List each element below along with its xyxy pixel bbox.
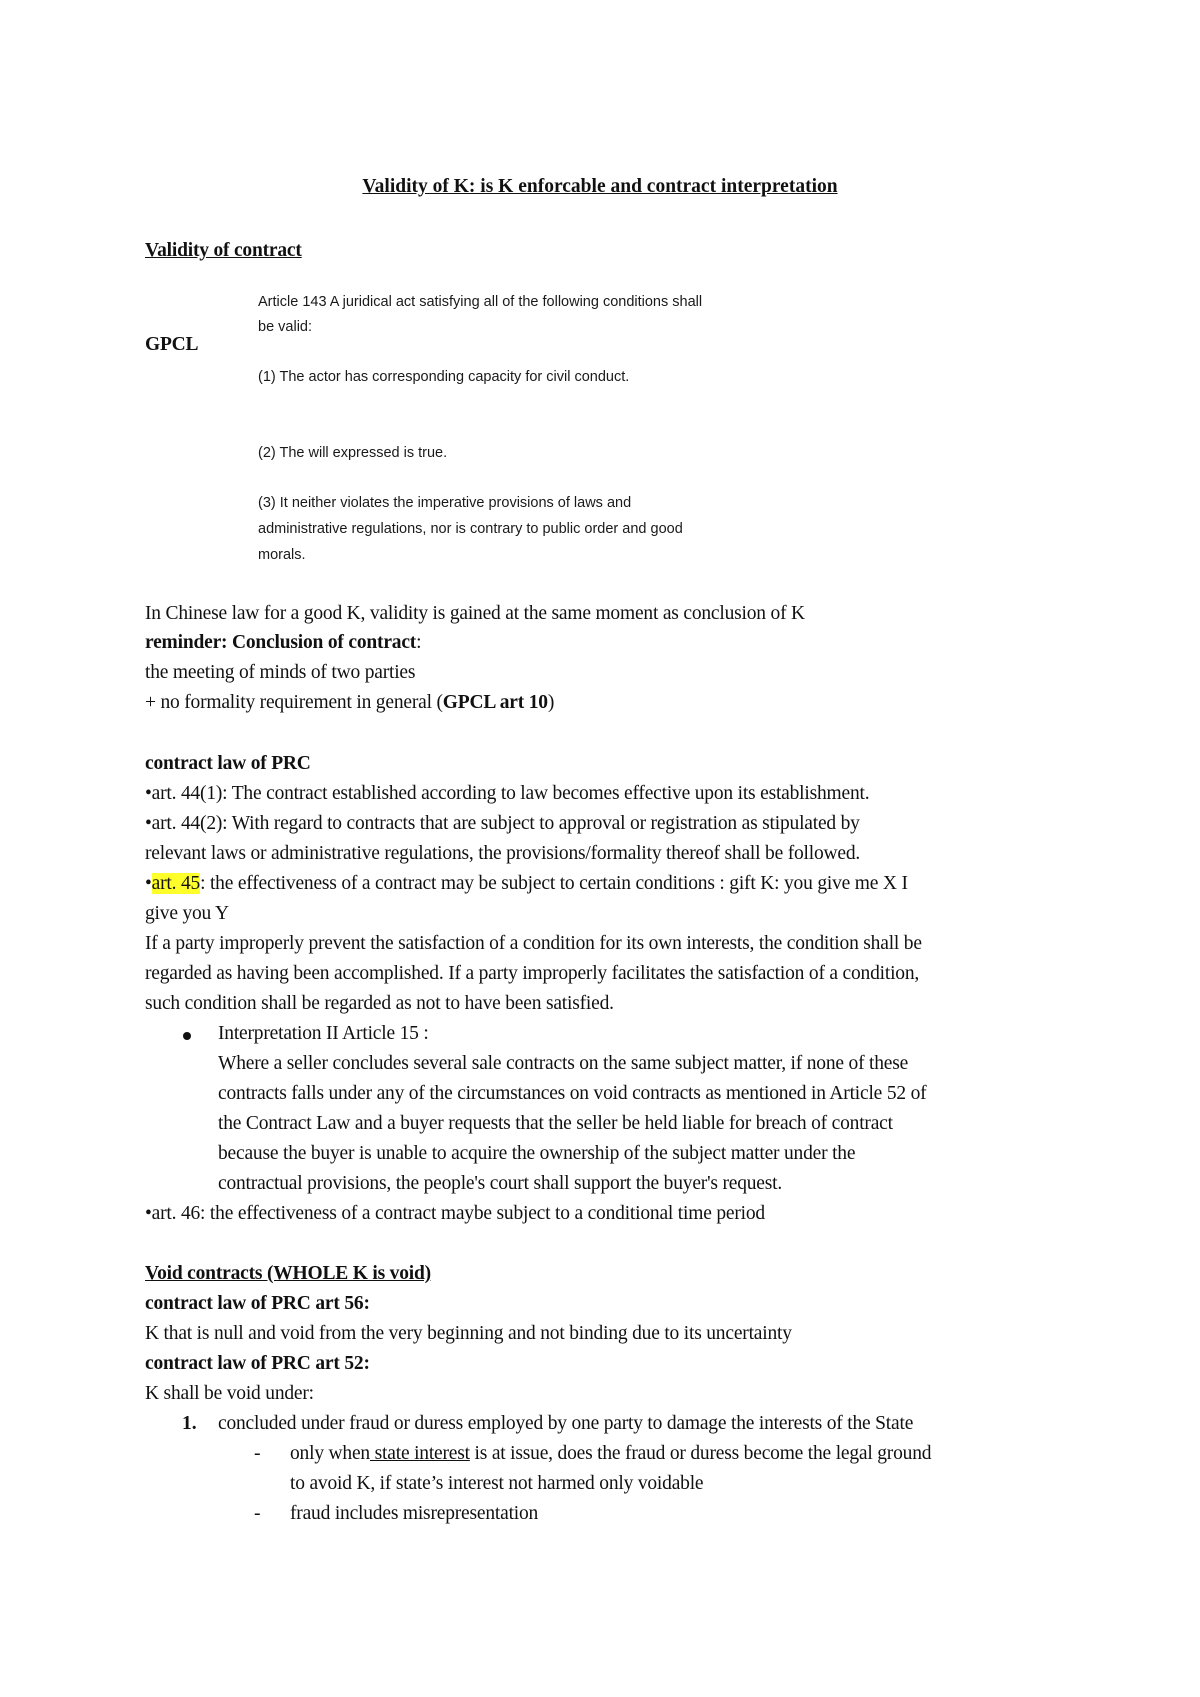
- art-46: •art. 46: the effectiveness of a contract maybe subject to a conditional time period: [145, 1203, 765, 1224]
- interpretation-heading: Interpretation II Article 15 :: [218, 1023, 429, 1044]
- excerpt-condition-1: (1) The actor has corresponding capacity for civil conduct.: [258, 369, 630, 385]
- reminder-formality-ref: GPCL art 10: [442, 692, 548, 713]
- reminder-formality: [145, 688, 554, 718]
- excerpt-condition-3-cont: morals.: [258, 547, 306, 563]
- art-45-bullet: •: [145, 873, 152, 894]
- list-item-fraud: concluded under fraud or duress employed by one party to damage the interests of the State: [218, 1413, 914, 1434]
- reminder-formality-text: + no formality requirement in general (: [145, 692, 443, 713]
- reminder-line: [145, 628, 421, 658]
- excerpt-line: Article 143 A juridical act satisfying all of the following conditions shall: [258, 294, 703, 310]
- interpretation-text: contractual provisions, the people's court shall support the buyer's request.: [218, 1173, 783, 1194]
- improper-paragraph-cont: such condition shall be regarded as not to have been satisfied.: [145, 993, 614, 1014]
- reminder-meeting-of-minds: the meeting of minds of two parties: [145, 662, 416, 683]
- art-45-cont: give you Y: [145, 903, 229, 924]
- void-contracts-heading: Void contracts (WHOLE K is void): [145, 1263, 431, 1284]
- prc-heading: contract law of PRC: [145, 753, 311, 774]
- dash-marker: -: [254, 1503, 261, 1524]
- art-52-heading: contract law of PRC art 52:: [145, 1353, 370, 1374]
- sub-item-text: is at issue, does the fraud or duress become the legal ground: [469, 1443, 932, 1464]
- interpretation-text: Where a seller concludes several sale contracts on the same subject matter, if none of these: [218, 1053, 909, 1074]
- art-45-highlight: art. 45: [151, 873, 201, 894]
- sub-item-state-interest: [290, 1439, 931, 1469]
- state-interest-underlined: state interest: [369, 1443, 470, 1464]
- excerpt-condition-2: (2) The will expressed is true.: [258, 445, 448, 461]
- list-number: 1.: [182, 1413, 197, 1434]
- document-title: Validity of K: is K enforcable and contract interpretation: [362, 176, 838, 197]
- sub-item-text: only when: [290, 1443, 370, 1464]
- excerpt-line: be valid:: [258, 319, 313, 335]
- bullet-icon: [183, 1032, 191, 1040]
- art-56-heading: contract law of PRC art 56:: [145, 1293, 370, 1314]
- sub-item-misrepresentation: fraud includes misrepresentation: [290, 1503, 539, 1524]
- art-44-1: •art. 44(1): The contract established according to law becomes effective upon its establishment.: [145, 783, 870, 804]
- reminder-formality-close: ): [547, 692, 555, 713]
- interpretation-text: the Contract Law and a buyer requests that the seller be held liable for breach of contract: [218, 1113, 893, 1134]
- improper-paragraph-cont: regarded as having been accomplished. If a party improperly facilitates the satisfaction of a condition,: [145, 963, 920, 984]
- reminder-colon: :: [416, 632, 422, 653]
- excerpt-condition-3: (3) It neither violates the imperative provisions of laws and: [258, 495, 632, 511]
- art-52-intro: K shall be void under:: [145, 1383, 314, 1404]
- validity-heading: Validity of contract: [145, 240, 302, 261]
- gpcl-label: GPCL: [145, 334, 199, 355]
- interpretation-text: because the buyer is unable to acquire the ownership of the subject matter under the: [218, 1143, 856, 1164]
- improper-paragraph: If a party improperly prevent the satisfaction of a condition for its own interests, the condition shall be: [145, 933, 922, 954]
- dash-marker: -: [254, 1443, 261, 1464]
- excerpt-condition-3-cont: administrative regulations, nor is contrary to public order and good: [258, 521, 683, 537]
- interpretation-text: contracts falls under any of the circumstances on void contracts as mentioned in Article 52 of: [218, 1083, 927, 1104]
- art-45-text: : the effectiveness of a contract may be subject to certain conditions : gift K: you give me X I: [200, 873, 908, 894]
- paragraph-chinese-law: In Chinese law for a good K, validity is gained at the same moment as conclusion of K: [145, 603, 805, 624]
- sub-item-state-interest-cont: to avoid K, if state’s interest not harmed only voidable: [290, 1473, 704, 1494]
- art-44-2-cont: relevant laws or administrative regulations, the provisions/formality thereof shall be followed.: [145, 843, 861, 864]
- reminder-label: reminder: Conclusion of contract: [145, 632, 417, 653]
- art-44-2: •art. 44(2): With regard to contracts that are subject to approval or registration as stipulated by: [145, 813, 860, 834]
- art-56-text: K that is null and void from the very beginning and not binding due to its uncertainty: [145, 1323, 792, 1344]
- art-45: [145, 869, 908, 899]
